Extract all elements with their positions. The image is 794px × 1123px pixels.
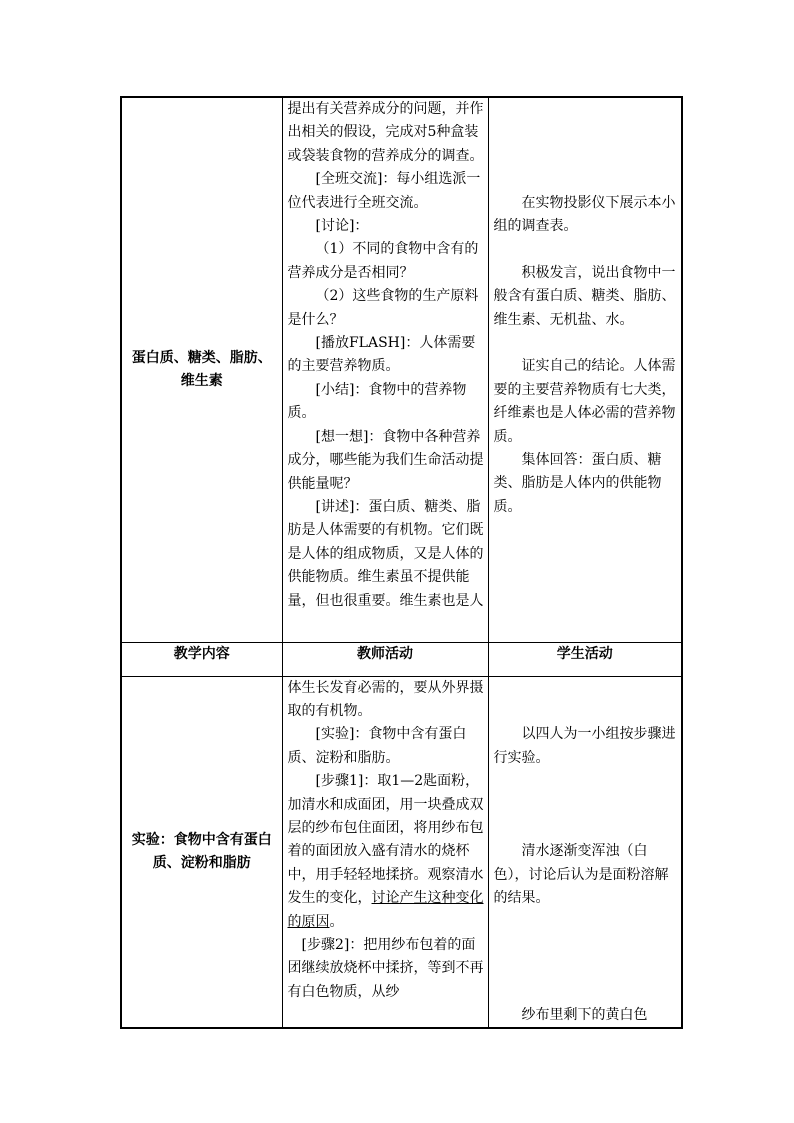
- paragraph: [步骤2]：把用纱布包着的面团继续放烧杯中揉挤，等到不再有白色物质，从纱: [287, 936, 484, 1000]
- header-teaching-content: 教学内容: [121, 642, 282, 676]
- underlined-text: 讨论产生这种变化的原因: [287, 890, 484, 930]
- paragraph: 提出有关营养成分的问题，并作出相关的假设，完成对5种盒装或袋装食物的营养成分的调查。: [287, 101, 484, 164]
- teaching-content-cell: 蛋白质、糖类、脂肪、维生素: [121, 97, 282, 642]
- teacher-activity-cell: [282, 97, 488, 642]
- paragraph: （2）这些食物的生产原料是什么？: [287, 288, 479, 328]
- header-student-activity: 学生活动: [488, 642, 682, 676]
- paragraph: [小结]：食物中的营养物质。: [287, 381, 467, 422]
- paragraph: [实验]：食物中含有蛋白质、淀粉和脂肪。: [287, 726, 467, 766]
- student-activity-cell: [488, 676, 682, 1028]
- paragraph: 纱布里剩下的黄白色: [521, 1007, 648, 1024]
- paragraph: [想一想]：食物中各种营养成分，哪些能为我们生命活动提供能量呢？: [287, 428, 484, 492]
- paragraph: 以四人为一小组按步骤进行实验。: [493, 726, 676, 766]
- table-header-row: [121, 642, 682, 676]
- text-span: [步骤1]：取1—2匙面粉，加清水和成面团，用一块叠成双层的纱布包住面团，将用纱布包着的面团放入盛有清水的烧杯中，用手轻轻地揉挤。观察清水发生的变化，: [287, 773, 484, 907]
- paragraph: 积极发言，说出食物中一般含有蛋白质、糖类、脂肪、维生素、无机盐、水。: [493, 264, 676, 328]
- paragraph: （1）不同的食物中含有的营养成分是否相同？: [287, 241, 479, 281]
- teacher-activity-cell: [282, 676, 488, 1028]
- paragraph: [全班交流]：每小组选派一位代表进行全班交流。: [287, 171, 481, 211]
- paragraph: 集体回答：蛋白质、糖类、脂肪是人体内的供能物质。: [493, 452, 662, 515]
- paragraph: 在实物投影仪下展示本小组的调查表。: [493, 194, 676, 234]
- paragraph: [讲述]：蛋白质、糖类、脂肪是人体需要的有机物。它们既是人体的组成物质，又是人体的供能物质。维生素虽不提供能量，但也很重要。维生素也是人: [287, 498, 484, 609]
- paragraph: 体生长发育必需的，要从外界摄取的有机物。: [287, 679, 484, 719]
- teaching-content-cell: 实验：食物中含有蛋白质、淀粉和脂肪: [121, 676, 282, 1028]
- table-row: [121, 676, 682, 1028]
- lesson-plan-table: [120, 96, 683, 1029]
- paragraph: 清水逐渐变浑浊（白色），讨论后认为是面粉溶解的结果。: [493, 843, 669, 907]
- student-activity-cell: [488, 97, 682, 642]
- header-teacher-activity: 教师活动: [282, 642, 488, 676]
- paragraph: [288, 770, 485, 934]
- text-span: 。: [329, 913, 344, 930]
- paragraph: 证实自己的结论。人体需要的主要营养物质有七大类，纤维素也是人体必需的营养物质。: [493, 358, 676, 445]
- paragraph: [播放FLASH]：人体需要的主要营养物质。: [287, 335, 476, 375]
- paragraph: [讨论]：: [315, 218, 369, 235]
- table-row: [121, 97, 682, 642]
